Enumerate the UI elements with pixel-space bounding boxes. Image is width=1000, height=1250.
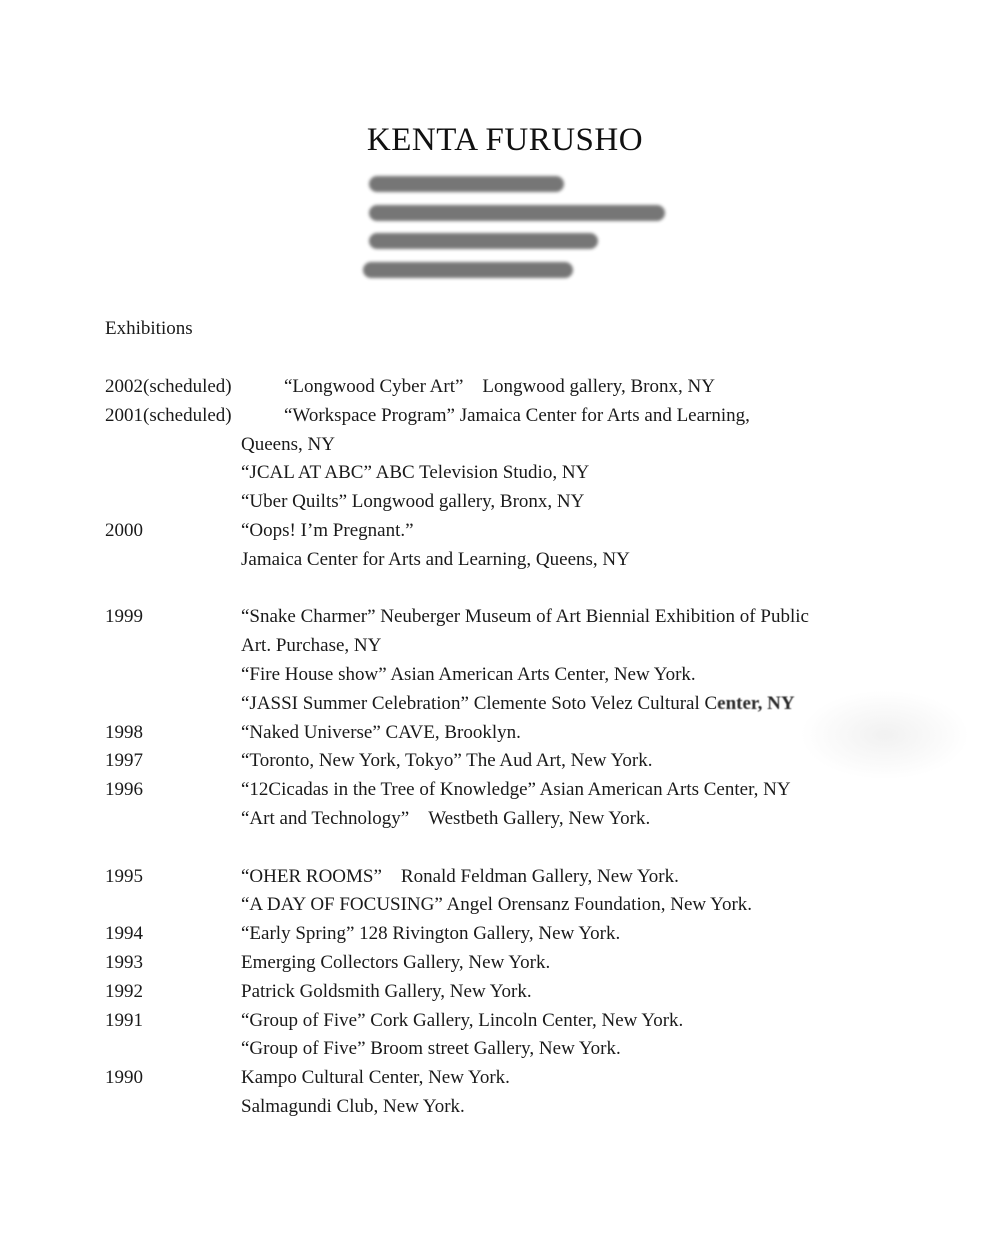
entry-text: “A DAY OF FOCUSING” Angel Orensanz Foundation, New York. [241, 894, 753, 916]
section-heading-exhibitions: Exhibitions [105, 318, 193, 339]
entry-year: 1992 [105, 980, 143, 1002]
exhibition-entry [105, 863, 965, 892]
entry-text: Queens, NY [241, 433, 335, 455]
entry-text [241, 690, 795, 719]
entry-year: 1991 [105, 1009, 143, 1031]
exhibition-entry [105, 747, 965, 776]
entry-text: “Art and Technology” Westbeth Gallery, New York. [241, 807, 651, 829]
exhibition-entry [105, 776, 965, 805]
entry-year: 1993 [105, 951, 143, 973]
exhibition-entry [105, 949, 965, 978]
entry-year: 1997 [105, 750, 143, 772]
entry-year: 1999 [105, 606, 143, 628]
entry-year: 2000 [105, 519, 143, 541]
exhibition-entry [105, 517, 965, 546]
exhibition-entry [105, 690, 965, 719]
entry-text: “12Cicadas in the Tree of Knowledge” Asian American Arts Center, NY [241, 779, 791, 801]
entry-text: Jamaica Center for Arts and Learning, Queens, NY [241, 548, 630, 570]
entry-text: “Uber Quilts” Longwood gallery, Bronx, NY [241, 491, 585, 513]
exhibition-entry [105, 978, 965, 1007]
exhibition-entry [105, 1035, 965, 1064]
entry-text: “JCAL AT ABC” ABC Television Studio, NY [241, 462, 590, 484]
entry-text: “Snake Charmer” Neuberger Museum of Art Biennial Exhibition of Public [241, 606, 809, 628]
exhibition-entry [105, 373, 965, 402]
redacted-email-line [363, 262, 573, 278]
exhibition-entry [105, 1064, 965, 1093]
entry-text: “Naked Universe” CAVE, Brooklyn. [241, 721, 521, 743]
exhibition-entry [105, 661, 965, 690]
entry-year: 2002(scheduled) [105, 376, 232, 397]
exhibition-entry [105, 805, 965, 834]
exhibition-entry [105, 1007, 965, 1036]
entry-text: “Early Spring” 128 Rivington Gallery, New York. [241, 923, 621, 945]
entry-text: “Workspace Program” Jamaica Center for Arts and Learning, [284, 404, 750, 426]
exhibition-entry [105, 1093, 965, 1122]
entry-text: “OHER ROOMS” Ronald Feldman Gallery, New York. [241, 865, 679, 887]
entry-year: 1998 [105, 721, 143, 743]
entry-text: “Group of Five” Cork Gallery, Lincoln Center, New York. [241, 1009, 684, 1031]
exhibition-entry [105, 719, 965, 748]
entry-year: 2001(scheduled) [105, 404, 232, 426]
exhibition-entry [105, 891, 965, 920]
entry-text: “Longwood Cyber Art” Longwood gallery, Bronx, NY [284, 376, 715, 397]
resume-name: KENTA FURUSHO [366, 122, 644, 158]
entry-text: Kampo Cultural Center, New York. [241, 1067, 510, 1089]
exhibition-entry [105, 402, 965, 431]
redacted-address-line [369, 176, 564, 192]
exhibition-list [105, 373, 965, 1122]
entry-year: 1996 [105, 779, 143, 801]
entry-text: Art. Purchase, NY [241, 635, 382, 657]
entry-text: “Fire House show” Asian American Arts Center, New York. [241, 663, 696, 685]
exhibition-entry [105, 603, 965, 632]
entry-text: Patrick Goldsmith Gallery, New York. [241, 980, 532, 1002]
entry-year: 1995 [105, 865, 143, 887]
exhibition-entry [105, 431, 965, 460]
list-spacer [105, 834, 965, 863]
entry-text: “Group of Five” Broom street Gallery, New York. [241, 1038, 621, 1060]
redacted-city-line [369, 205, 665, 221]
redacted-phone-line [369, 233, 598, 249]
exhibition-entry [105, 920, 965, 949]
list-spacer [105, 575, 965, 604]
entry-year: 1990 [105, 1067, 143, 1089]
exhibition-entry [105, 632, 965, 661]
entry-text-smudged: enter, NY [717, 692, 795, 714]
exhibition-entry [105, 488, 965, 517]
entry-text: “Oops! I’m Pregnant.” [241, 519, 414, 541]
exhibition-entry [105, 459, 965, 488]
exhibition-entry [105, 546, 965, 575]
entry-year: 1994 [105, 923, 143, 945]
entry-text-main: “JASSI Summer Celebration” Clemente Soto Velez Cultural C [241, 692, 718, 714]
entry-text: Emerging Collectors Gallery, New York. [241, 951, 551, 973]
entry-text: Salmagundi Club, New York. [241, 1095, 465, 1117]
entry-text: “Toronto, New York, Tokyo” The Aud Art, New York. [241, 750, 653, 772]
